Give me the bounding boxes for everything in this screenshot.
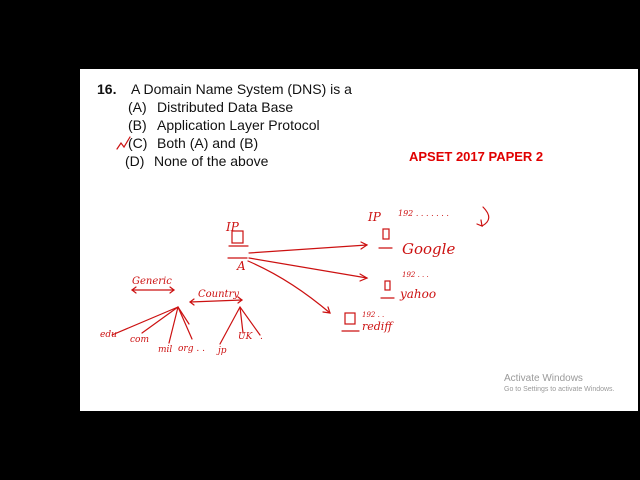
tld-org: org . . xyxy=(178,344,205,354)
ip-number: 192 . . . . . . . xyxy=(398,209,449,218)
tld-mil: mil xyxy=(158,345,173,355)
watermark-subtitle: Go to Settings to activate Windows. xyxy=(504,386,615,393)
tld-more: . xyxy=(260,332,263,342)
country-label: Country xyxy=(198,289,240,300)
watermark-title: Activate Windows xyxy=(504,373,583,384)
option-letter: (B) xyxy=(128,117,147,133)
ip-number-rediff: 192 . . xyxy=(362,311,385,319)
option-text: Distributed Data Base xyxy=(157,99,294,115)
site-rediff: rediff xyxy=(362,320,393,333)
ip-number-yahoo: 192 . . . xyxy=(402,271,429,279)
site-google: Google xyxy=(402,240,456,258)
option-letter: (A) xyxy=(128,99,147,115)
ip-arrow xyxy=(482,207,489,226)
exam-title: APSET 2017 PAPER 2 xyxy=(409,149,544,164)
rediff-server xyxy=(345,313,355,324)
tld-uk: UK xyxy=(238,332,253,342)
site-yahoo: yahoo xyxy=(400,287,437,301)
answer-tick xyxy=(117,137,130,149)
ip-label-top: IP xyxy=(226,220,239,234)
option-text: None of the above xyxy=(154,153,269,169)
option-letter: (D) xyxy=(125,153,145,169)
option-letter: (C) xyxy=(128,135,148,151)
google-server xyxy=(383,229,389,239)
activation-watermark xyxy=(504,373,615,395)
generic-label: Generic xyxy=(132,276,172,287)
resolver-label: A xyxy=(237,259,246,273)
question-number: 16. xyxy=(97,81,117,97)
yahoo-server xyxy=(385,281,390,290)
question-slide xyxy=(80,69,638,411)
handwritten-dns-diagram xyxy=(80,69,638,411)
option-text: Both (A) and (B) xyxy=(157,135,259,151)
tld-com: com xyxy=(130,335,149,345)
arrow-to-rediff xyxy=(248,261,330,313)
tld-jp: jp xyxy=(218,346,227,356)
option-text: Application Layer Protocol xyxy=(157,117,320,133)
ip-label-right: IP xyxy=(368,210,381,224)
country-span xyxy=(190,300,242,302)
question-text: A Domain Name System (DNS) is a xyxy=(131,81,352,97)
arrow-to-google xyxy=(249,245,367,253)
arrow-to-yahoo xyxy=(249,258,367,278)
tld-edu: edu xyxy=(100,330,117,340)
